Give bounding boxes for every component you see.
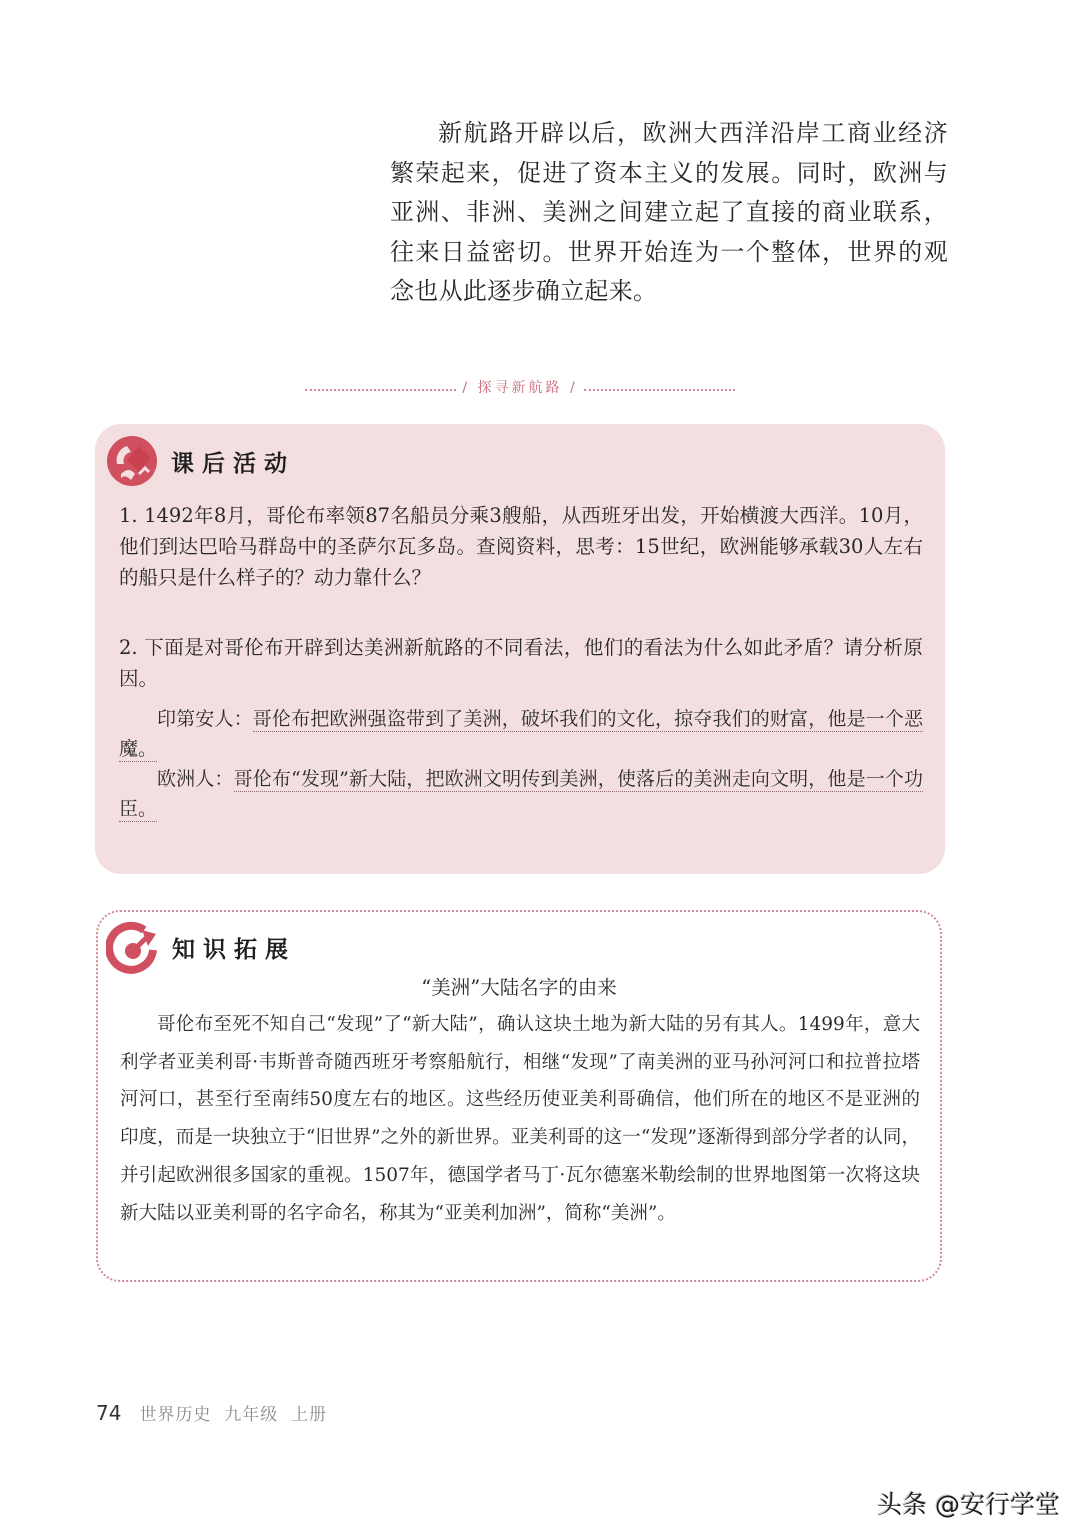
page-footer xyxy=(96,1400,327,1425)
intro-text xyxy=(390,114,948,312)
page-number: 74 xyxy=(96,1401,122,1425)
opinion-text: 哥伦布“发现”新大陆，把欧洲文明传到美洲，使落后的美洲走向文明，他是一个功臣。 xyxy=(119,768,923,820)
activity-header xyxy=(105,434,295,488)
after-class-activity-box xyxy=(95,424,945,874)
knowledge-paragraph: 哥伦布至死不知自己“发现”了“新大陆”，确认这块土地为新大陆的另有其人。1499年，意大利学者亚美利哥·韦斯普奇随西班牙考察船航行，相继“发现”了南美洲的亚马孙河河口和拉普拉塔河河口，甚至行至南纬50度左右的地区。这些经历使亚美利哥确信，他们所在的地区不是亚洲的印度，而是一块独立于“旧世界”之外的新世界。亚美利哥的这一“发现”逐渐得到部分学者的认同，并引起欧洲很多国家的重视。1507年，德国学者马丁·瓦尔德塞米勒绘制的世界地图第一次将这块新大陆以亚美利哥的名字命名，称其为“亚美利加洲”，简称“美洲”。 xyxy=(120,1014,920,1224)
pen-check-icon xyxy=(105,434,159,488)
divider-dots-right xyxy=(584,389,735,391)
activity-title: 课后活动 xyxy=(171,450,295,477)
question-2-text: 2. 下面是对哥伦布开辟到达美洲新航路的不同看法，他们的看法为什么如此矛盾？请分析原因。 xyxy=(119,636,923,690)
intro-paragraph: 新航路开辟以后，欧洲大西洋沿岸工商业经济繁荣起来，促进了资本主义的发展。同时，欧洲与亚洲、非洲、美洲之间建立起了直接的商业联系，往来日益密切。世界开始连为一个整体，世界的观念也从此逐步确立起来。 xyxy=(390,119,948,305)
question-2 xyxy=(119,632,923,694)
section-divider xyxy=(305,376,735,398)
knowledge-header xyxy=(106,920,296,974)
knowledge-subtitle: “美洲”大陆名字的由来 xyxy=(421,976,617,999)
knowledge-body xyxy=(120,1006,920,1232)
book-title: 世界历史 九年级 上册 xyxy=(139,1405,328,1425)
question-1 xyxy=(119,500,923,593)
opinion-speaker: 印第安人： xyxy=(157,708,253,730)
opinions-list xyxy=(119,704,923,824)
divider-dots-left xyxy=(305,389,456,391)
watermark: 头条 @安行学堂 xyxy=(877,1490,1060,1519)
opinion-indigenous xyxy=(119,704,923,764)
divider-label: / 探寻新航路 / xyxy=(462,380,578,396)
opinion-text: 哥伦布把欧洲强盗带到了美洲，破坏我们的文化，掠夺我们的财富，他是一个恶魔。 xyxy=(119,708,923,760)
opinion-speaker: 欧洲人： xyxy=(157,768,234,790)
expand-arrow-icon xyxy=(106,920,160,974)
question-1-text: 1. 1492年8月，哥伦布率领87名船员分乘3艘船，从西班牙出发，开始横渡大西洋。10月，他们到达巴哈马群岛中的圣萨尔瓦多岛。查阅资料，思考：15世纪，欧洲能够承载30人左右的船只是什么样子的？动力靠什么？ xyxy=(119,504,923,589)
opinion-european xyxy=(119,764,923,824)
knowledge-title: 知识拓展 xyxy=(172,936,296,963)
knowledge-extension-box xyxy=(96,910,942,1282)
